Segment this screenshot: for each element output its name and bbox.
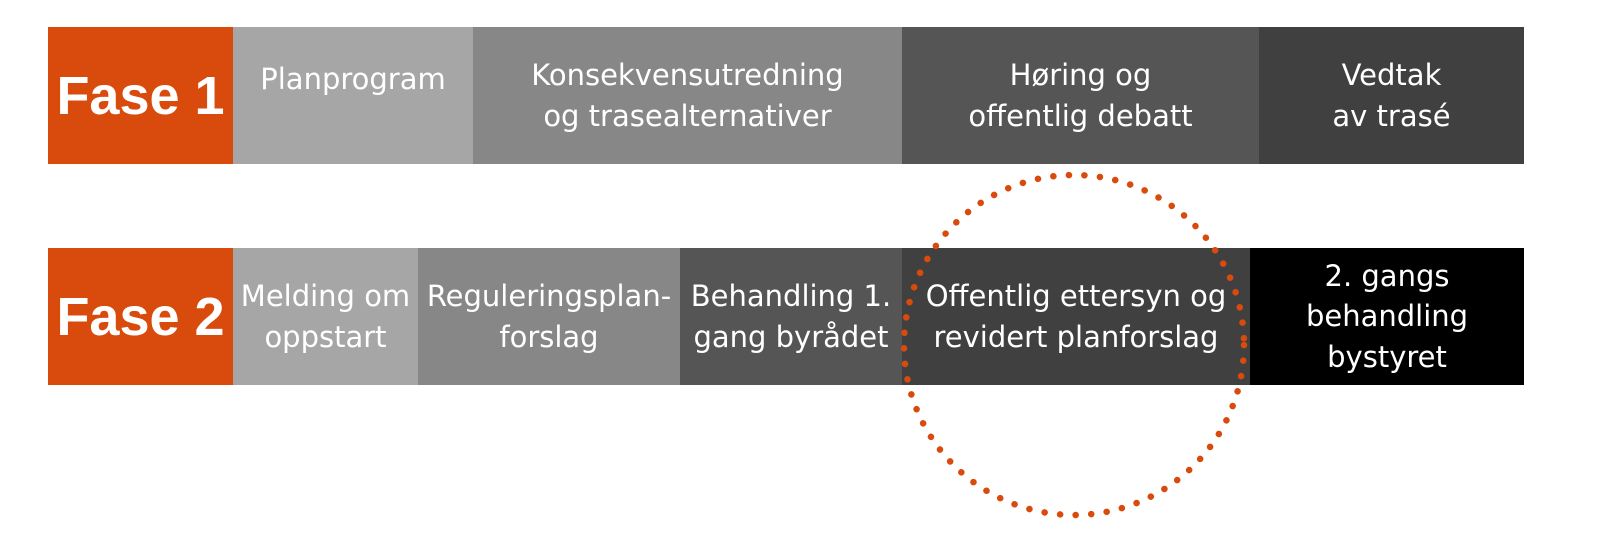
phase-1-step-vedtak: [1259, 27, 1524, 164]
phase-2-row: [48, 248, 1524, 385]
step-line: Planprogram: [260, 62, 446, 96]
step-line: revidert planforslag: [933, 319, 1219, 354]
step-line: Behandling 1.: [690, 278, 892, 313]
phase-2-step-2-gangs-behandling: [1250, 248, 1524, 385]
step-line: Høring og: [1009, 57, 1152, 92]
step-line: Melding om: [240, 278, 411, 313]
phase-1-step-horing: [902, 27, 1259, 164]
phase-1-step-planprogram: [233, 27, 473, 164]
step-line: 2. gangs: [1324, 258, 1450, 293]
phase-1-step-konsekvensutredning: [473, 27, 902, 164]
step-line: bystyret: [1327, 339, 1447, 374]
step-line: Offentlig ettersyn og: [925, 278, 1227, 313]
step-line: og trasealternativer: [543, 98, 832, 133]
step-line: offentlig debatt: [968, 98, 1193, 133]
phase-2-step-offentlig-ettersyn: [902, 248, 1250, 385]
step-line: Konsekvensutredning: [531, 57, 844, 92]
step-line: gang byrådet: [693, 319, 889, 354]
phase-2-step-melding: [233, 248, 418, 385]
phase-2-step-reguleringsplanforslag: [418, 248, 680, 385]
step-line: Reguleringsplan-: [426, 278, 672, 313]
phase-1-row: [48, 27, 1524, 164]
phase-2-step-behandling-1: [680, 248, 902, 385]
step-line: forslag: [499, 319, 599, 354]
step-line: oppstart: [264, 319, 387, 354]
step-line: behandling: [1305, 299, 1469, 334]
phase-2-label: Fase 2: [48, 248, 233, 385]
step-line: Vedtak: [1341, 57, 1442, 92]
phase-1-label: Fase 1: [48, 27, 233, 164]
step-line: av trasé: [1332, 98, 1451, 133]
